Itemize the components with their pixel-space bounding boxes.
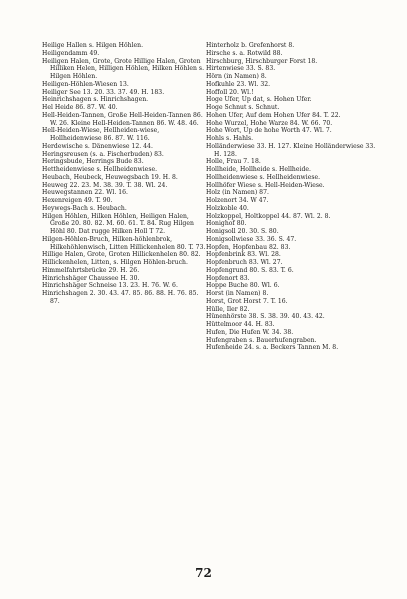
- index-entry: Holzenort 34. W 47.: [206, 197, 269, 204]
- index-entry: Holzkoble 40.: [206, 204, 249, 212]
- index-entry: Hirtenwiese 33. S. 83.: [206, 65, 276, 73]
- index-entry: Heiliger See 13. 20. 33. 37. 49. H. 183.: [42, 88, 165, 96]
- index-entry: Hillickenhelen, Litten, s. Hilgen Höhlen-bruch.: [42, 259, 188, 266]
- index-entry: Herdewische s. Dänenwiese 12. 44.: [42, 142, 153, 150]
- index-entry: Hohe Wort, Up de hohe Worth 47. Wl. 7.: [206, 127, 332, 135]
- index-entry: Hinterholz b. Grefenhorst 8.: [206, 42, 295, 49]
- index-entry: Heubach, Heubeck, Heuwegsbach 19. H. 8.: [42, 173, 178, 181]
- index-entry: Hinrichshäger Chaussee H. 30.: [42, 274, 140, 282]
- index-entry: Hilgen Höhlen, Hilken Höhlen, Heiligen Halen, Große 20. 80. 82. M. 60. 61. T. 84. Rug Hilgen Höhl 80. Dat rugge Hilken Holl T 72.: [42, 212, 194, 235]
- index-entry: Hoffoll 20. Wl.!: [206, 88, 254, 96]
- index-entry: Hollheide, Hollheide s. Hellheide.: [206, 166, 311, 173]
- index-entry: Holländerwiese 33. H. 127. Kleine Holländerwiese 33. H. 128.: [206, 142, 376, 158]
- page-number: 72: [195, 566, 212, 580]
- index-entry: Hopfen, Hopfenbau 82. 83.: [206, 243, 291, 251]
- index-entry: Honigsoll 20. 30. S. 80.: [206, 228, 279, 235]
- index-entry: Hoge Ufer, Up dat, s. Hohen Ufer.: [206, 96, 312, 104]
- index-entry: Hopfenbruch 83. Wl. 27.: [206, 259, 283, 266]
- index-entry: Hörn (in Namen) 8.: [206, 73, 267, 80]
- index-entry: Hell-Heiden-Tannen, Große Hell-Heiden-Tannen 86. W. 26. Kleine Hell-Heiden-Tannen 86. W. 48. 46.: [42, 111, 203, 127]
- index-entry: Heuweg 22. 23. M. 38. 39. T. 38. Wl. 24.: [42, 181, 168, 189]
- index-entry: Heringsreusen (s. a. Fischerbuden) 83.: [42, 150, 164, 158]
- index-entry: Hilgen-Höhlen-Bruch, Hilken-höhlenbrok, Hilkehöhlenwisch, Litten Hillickenhelen 80. T. 73.: [42, 235, 206, 251]
- index-entry: Horst (in Namen) 8.: [206, 290, 269, 297]
- index-entry: Heywegs-Bach s. Heubach.: [42, 204, 127, 212]
- index-entry: Hohen Ufer, Auf dem Hohen Ufer 84. T. 22.: [206, 111, 341, 119]
- index-entry: Holzkoppel, Holtkoppel 44. 87. Wl. 2. 8.: [206, 212, 331, 220]
- index-entry: Hopfengrund 80. S. 83. T. 6.: [206, 266, 294, 274]
- index-entry: Hohls s. Hahls.: [206, 135, 254, 142]
- index-column-left: [42, 42, 210, 306]
- index-entry: Hufengraben s. Bauerhufengraben.: [206, 336, 317, 344]
- index-entry: Hinrichshagen 2. 30. 43. 47. 85. 86. 88. H. 76. 85. 87.: [42, 290, 199, 305]
- index-entry: Honigsollwiese 33. 36. S. 47.: [206, 235, 297, 243]
- index-entry: Hell-Heiden-Wiese, Hellheiden-wiese, Hollheidenwiese 86. 87. W. 116.: [42, 127, 160, 142]
- index-entry: Holz (in Namen) 87.: [206, 189, 269, 197]
- index-entry: Hollheidenwiese s. Hellheidenwiese.: [206, 173, 321, 181]
- index-entry: Hirsche s. a. Rotwild 88.: [206, 49, 283, 57]
- index-entry: Holle, Frau 7. 18.: [206, 158, 261, 166]
- index-entry: Hufen, Die Hufen W. 34. 38.: [206, 328, 294, 336]
- index-entry: Honighof 80.: [206, 220, 247, 228]
- index-entry: Hufenheide 24. s. a. Beckers Tannen M. 8.: [206, 344, 339, 352]
- index-entry: Hillige Halen, Grote, Groten Hillickenhelen 80. 82.: [42, 251, 201, 259]
- index-entry: Hopfenort 83.: [206, 274, 250, 282]
- index-entry: Heiligen Halen, Grote, Grote Hillige Halen, Groten Hilliken Helen, Hilligen Höhlen, Hilken Höhlen s. Hilgen Höhlen.: [42, 57, 205, 80]
- index-column-right: [206, 42, 376, 352]
- index-entry: Hopfenbrink 83. Wl. 28.: [206, 251, 281, 259]
- index-entry: Hettheidenwiese s. Hellheidenwiese.: [42, 166, 158, 173]
- index-entry: Hinrichshäger Schneise 13. 23. H. 76. W. 6.: [42, 282, 178, 290]
- index-entry: Hexenreigen 49. T. 90.: [42, 197, 113, 204]
- index-entry: Heiligen-Höhlen-Wiesen 13.: [42, 80, 129, 88]
- index-entry: Hollhöfer Wiese s. Hell-Heiden-Wiese.: [206, 181, 325, 189]
- index-entry: Hoppe Buche 80. Wl. 6.: [206, 282, 280, 290]
- index-entry: Hohe Wurzel, Hohe Warze 84. W. 66. 70.: [206, 119, 333, 127]
- index-entry: Hirschburg, Hirschburger Forst 18.: [206, 57, 318, 65]
- index-entry: Hoge Schnut s. Schnut.: [206, 104, 280, 111]
- index-entry: Heilige Hallen s. Hilgen Höhlen.: [42, 42, 144, 49]
- index-entry: Hofkuhle 23. Wl. 32.: [206, 80, 271, 88]
- index-entry: Hülle, Iler 82.: [206, 305, 250, 313]
- index-entry: Himmelfahrtsbrücke 29. H. 26.: [42, 266, 140, 274]
- index-entry: Heringsbude, Herrings Bude 83.: [42, 158, 144, 166]
- index-entry: Heuwegstannen 22. Wl. 16.: [42, 189, 128, 197]
- index-entry: Horst, Grot Horst 7. T. 16.: [206, 297, 288, 305]
- index-entry: Hel Heide 86. 87. W. 40.: [42, 104, 118, 111]
- index-entry: Hüttelmoor 44. H. 83.: [206, 321, 275, 328]
- index-entry: Heiligendamm 49.: [42, 49, 100, 57]
- index-entry: Heinrichshagen s. Hinrichshagen.: [42, 96, 149, 104]
- index-entry: Hünenhörste 38. S. 38. 39. 40. 43. 42.: [206, 313, 325, 321]
